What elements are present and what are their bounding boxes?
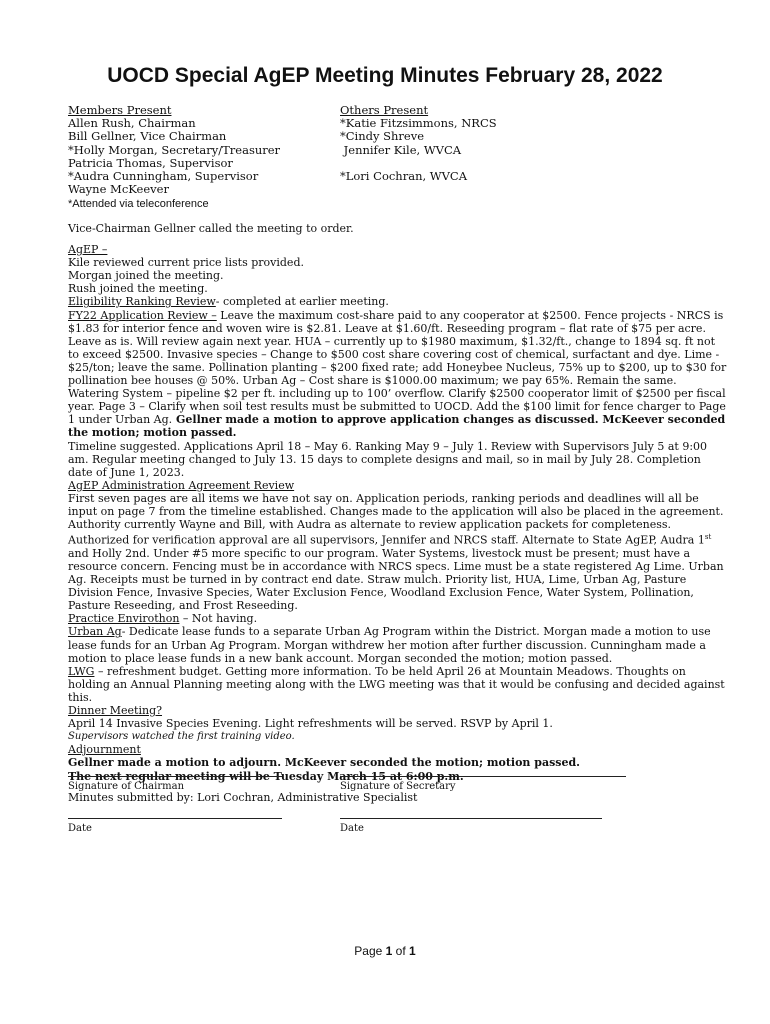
member-item: Allen Rush, Chairman [68,116,196,131]
member-item: Patricia Thomas, Supervisor [68,155,233,170]
dinner-text: April 14 Invasive Species Evening. Light refreshments will be served. RSVP by April 1. [68,717,553,731]
admin-text-part: First seven pages are all items we have not say on. Application periods, ranking periods and deadlines will all be input on page 7 from the timeline established. Changes made to the application will also be placed in the agreement. Authority currently Wayne and Bill, with Audra as alternate to review application packets for completeness. Authorized for verification approval are all supervisors, Jennifer and NRCS staff. Alternate to State AgEP, Audra 1 [68,491,724,547]
envirothon [68,612,728,625]
dinner-note: Supervisors watched the first training video. [68,731,295,743]
date-label: Date [340,823,364,834]
lwg [68,665,728,704]
page-prefix: Page [354,944,386,958]
admin-superscript: st [704,533,712,542]
urban-ag-heading: Urban Ag [68,625,122,639]
member-item: Bill Gellner, Vice Chairman [68,129,227,144]
secretary-signature [340,776,626,792]
signature-label: Signature of Secretary [340,781,456,792]
date-label: Date [68,823,92,834]
agep-line: Rush joined the meeting. [68,282,208,296]
admin-text-part: and Holly 2nd. Under #5 more specific to our program. Water Systems, livestock must be present; must have a resource concern. Fencing must be in accordance with NRCS specs. Lime must be a state registered Ag Lime. Urban Ag. Receipts must be turned in by contract end date. Straw mulch. Priority list, HUA, Lime, Urban Ag, Pasture Division Fence, Invasive Species, Water Exclusion Fence, Woodland Exclusion Fence, Water System, Pollination, Pasture Reseeding, and Frost Reseeding. [68,546,724,613]
member-item: *Holly Morgan, Secretary/Treasurer [68,142,281,157]
lwg-text: – refreshment budget. Getting more information. To be held April 26 at Mountain Meadows. Thoughts on holding an Annual Planning meeting along with the LWG meeting was that it would be confusing and decided against this. [68,664,725,704]
signature-line [68,776,282,777]
lwg-heading: LWG [68,664,95,678]
fy22-motion: Gellner made a motion to approve application changes as discussed. McKeever seconded the motion; motion passed. [68,413,726,440]
eligibility-review [68,295,728,308]
member-item: *Audra Cunningham, Supervisor [68,169,259,184]
signature-label: Signature of Chairman [68,781,185,792]
other-item: *Katie Fitzsimmons, NRCS [340,116,497,131]
others-heading: Others Present [340,103,429,117]
date-line [68,818,282,819]
minutes-body [68,222,728,804]
dinner-heading: Dinner Meeting? [68,704,163,718]
next-meeting: The next regular meeting will be Tuesday March 15 at 6:00 p.m. [68,769,464,783]
adjournment-motion: Gellner made a motion to adjourn. McKeever seconded the motion; motion passed. [68,756,580,770]
envirothon-text: – Not having. [179,612,258,626]
members-present [68,104,280,212]
members-heading: Members Present [68,103,172,117]
page-title: UOCD Special AgEP Meeting Minutes February 28, 2022 [107,64,663,87]
other-item: *Cindy Shreve [340,129,425,144]
teleconference-note: *Attended via teleconference [68,198,209,211]
others-present [340,104,497,183]
agep-heading: AgEP – [68,243,108,257]
page-footer [0,944,770,958]
call-to-order: Vice-Chairman Gellner called the meeting to order. [68,222,354,235]
admin-text [68,492,728,613]
other-item: *Lori Cochran, WVCA [340,169,468,183]
minutes-submitted: Minutes submitted by: Lori Cochran, Administrative Specialist [68,790,418,804]
timeline: Timeline suggested. Applications April 18 – May 6. Ranking May 9 – July 1. Review with Supervisors July 5 at 9:00 am. Regular meeting changed to July 13. 15 days to complete designs and mail, so in mail by July 28. Completion date of June 1, 2023. [68,439,708,479]
page-current: 1 [385,944,393,958]
eligibility-heading: Eligibility Ranking Review [68,295,216,309]
admin-heading: AgEP Administration Agreement Review [68,478,295,492]
agep-line: Morgan joined the meeting. [68,269,224,283]
fy22-heading: FY22 Application Review – [68,308,217,322]
chairman-date [68,818,282,834]
chairman-signature [68,776,282,792]
agep-line: Kile reviewed current price lists provided. [68,256,304,270]
date-line [340,818,602,819]
urban-ag-text: - Dedicate lease funds to a separate Urban Ag Program within the District. Morgan made a motion to use lease funds for an Urban Ag Program. Morgan withdrew her motion after further discussion. Cunningham made a motion to place lease funds in a new bank account. Morgan seconded the motion; motion passed. [68,625,711,665]
fy22-text: Leave the maximum cost-share paid to any cooperator at $2500. Fence projects - NRCS is $1.83 for interior fence and woven wire is $2.81. Leave at $1.60/ft. Reseeding program – flat rate of $75 per acre. Leave as is. Will review again next year. HUA – currently up to $1980 maximum, $1.32/ft., change to 1894 sq. ft not to exceed $2500. Invasive species – Change to $500 cost share covering cost of chemical, surfactant and dye. Lime - $25/ton; leave the same. Pollination planting – $200 fixed rate; add Honeybee Nucleus, 75% up to $200, up to $30 for pollination bee houses @ 50%. Urban Ag – Cost share is $1000.00 maximum; we pay 65%. Remain the same. Watering System – pipeline $2 per ft. including up to 100’ overflow. Clarify $2500 cooperator limit of $2500 per fiscal year. Page 3 – Clarify when soil test results must be submitted to UOCD. Add the $100 limit for fence charger to Page 1 under Urban Ag. [68,308,727,427]
urban-ag [68,625,728,664]
signature-line [340,776,626,777]
secretary-date [340,818,602,834]
fy22-review [68,309,728,440]
eligibility-text: - completed at earlier meeting. [215,295,389,309]
page-mid: of [392,944,410,958]
member-item: Wayne McKeever [68,182,169,197]
adjournment-heading: Adjournment [68,743,141,757]
other-item: Jennifer Kile, WVCA [340,142,462,157]
envirothon-heading: Practice Envirothon [68,612,180,626]
page-total: 1 [409,944,416,958]
